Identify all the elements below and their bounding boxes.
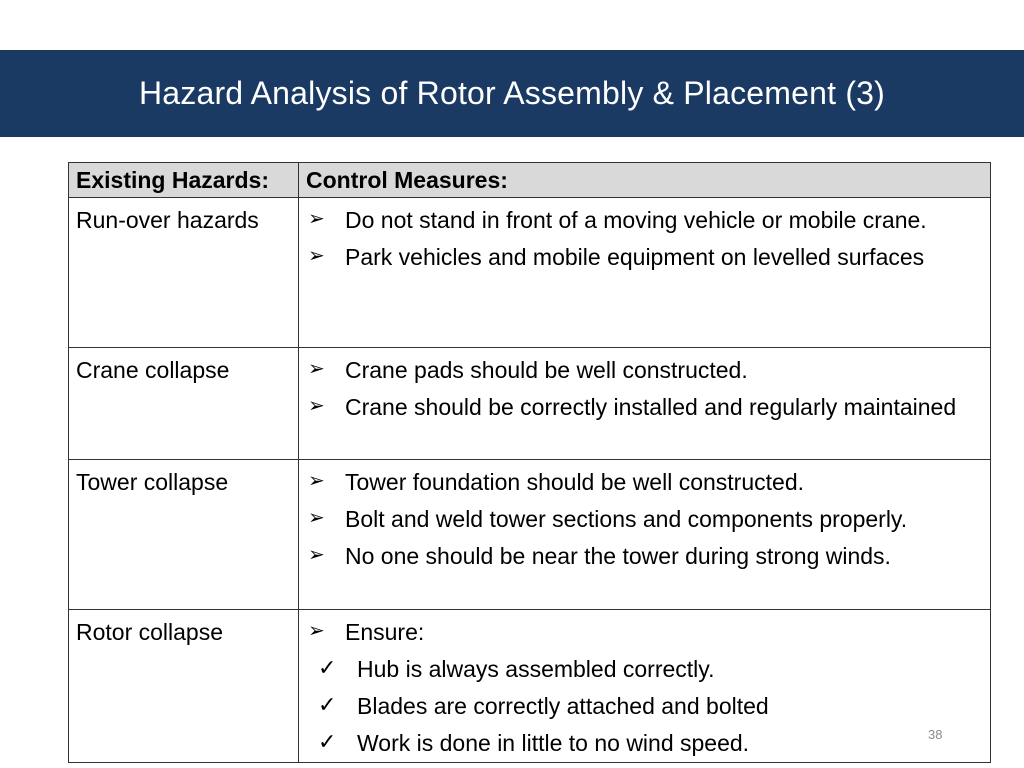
table-row (69, 460, 991, 610)
measures-list (306, 352, 983, 426)
arrowhead-bullet-icon: ➢ (308, 208, 325, 230)
arrowhead-bullet-icon: ➢ (308, 245, 325, 267)
list-item (306, 688, 983, 725)
list-item (306, 202, 983, 239)
hazard-cell: Run-over hazards (69, 198, 299, 348)
slide-number: 38 (928, 727, 943, 742)
checkmark-icon: ✓ (318, 729, 337, 754)
measure-text: Park vehicles and mobile equipment on levelled surfaces (345, 244, 925, 270)
table-header-row (69, 163, 991, 198)
table-row (69, 348, 991, 460)
sub-measure-text: Hub is always assembled correctly. (357, 656, 715, 682)
sub-measure-text: Work is done in little to no wind speed. (357, 730, 750, 756)
list-item (306, 239, 983, 276)
measures-list (306, 614, 983, 651)
measures-list (306, 464, 983, 575)
list-item (306, 725, 983, 762)
arrowhead-bullet-icon: ➢ (308, 395, 325, 417)
table-row (69, 198, 991, 348)
list-item (306, 501, 983, 538)
slide-title: Hazard Analysis of Rotor Assembly & Placement (3) (138, 75, 886, 111)
list-item (306, 651, 983, 688)
measure-text: Crane should be correctly installed and regularly maintained (345, 394, 957, 420)
list-item (306, 538, 983, 575)
header-control-measures: Control Measures: (299, 163, 991, 198)
checkmark-icon: ✓ (318, 655, 337, 680)
measure-text: Crane pads should be well constructed. (345, 357, 748, 383)
arrowhead-bullet-icon: ➢ (308, 507, 325, 529)
measure-text: Ensure: (345, 619, 425, 645)
hazard-table (68, 162, 991, 763)
measure-text: Do not stand in front of a moving vehicle or mobile crane. (345, 207, 927, 233)
measures-cell (299, 460, 991, 610)
arrowhead-bullet-icon: ➢ (308, 470, 325, 492)
measures-cell (299, 610, 991, 763)
sub-measures-list (306, 651, 983, 762)
list-item (306, 614, 983, 651)
hazard-cell: Crane collapse (69, 348, 299, 460)
measures-cell (299, 348, 991, 460)
arrowhead-bullet-icon: ➢ (308, 544, 325, 566)
title-bar (0, 50, 1024, 137)
measures-list (306, 202, 983, 276)
measure-text: Bolt and weld tower sections and components properly. (345, 506, 908, 532)
sub-measure-text: Blades are correctly attached and bolted (357, 693, 769, 719)
hazard-cell: Rotor collapse (69, 610, 299, 763)
measure-text: Tower foundation should be well constructed. (345, 469, 805, 495)
checkmark-icon: ✓ (318, 692, 337, 717)
list-item (306, 389, 983, 426)
arrowhead-bullet-icon: ➢ (308, 358, 325, 380)
measure-text: No one should be near the tower during strong winds. (345, 543, 891, 569)
measures-cell (299, 198, 991, 348)
list-item (306, 464, 983, 501)
arrowhead-bullet-icon: ➢ (308, 620, 325, 642)
header-existing-hazards: Existing Hazards: (69, 163, 299, 198)
list-item (306, 352, 983, 389)
table-row (69, 610, 991, 763)
hazard-cell: Tower collapse (69, 460, 299, 610)
